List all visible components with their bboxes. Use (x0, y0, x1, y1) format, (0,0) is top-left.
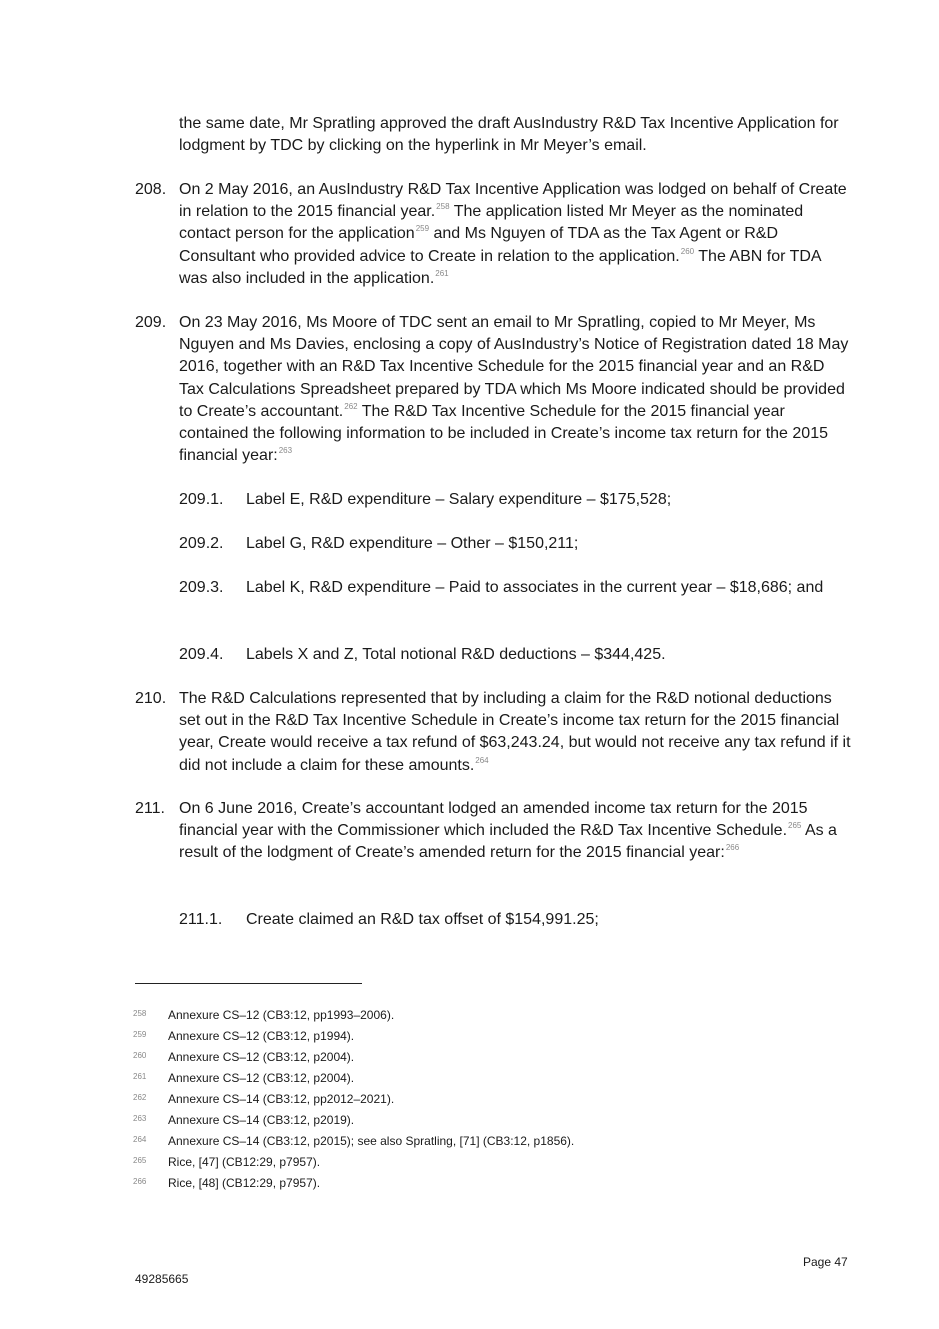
footnote-ref: 262 (344, 401, 358, 411)
footnote-text: Annexure CS–12 (CB3:12, p2004). (168, 1050, 355, 1064)
subparagraph-number: 209.4. (179, 646, 224, 663)
paragraph-body (179, 312, 851, 467)
paragraph-text: The R&D Tax Incentive Schedule for the 2015 financial year contained the following information to be included in Create’s income tax return for the 2015 financial year: (179, 402, 828, 465)
page-number: Page 47 (803, 1255, 848, 1269)
subparagraph-209-1 (179, 489, 851, 511)
paragraph-body (179, 179, 851, 290)
footnote-text: Annexure CS–12 (CB3:12, p2004). (168, 1071, 355, 1085)
paragraph-210 (135, 688, 851, 777)
footnote (133, 1176, 833, 1197)
footnote-text: Annexure CS–14 (CB3:12, p2015); see also Spratling, [71] (CB3:12, p1856). (168, 1134, 575, 1148)
paragraph-number: 209. (135, 314, 167, 331)
footnote-text: Annexure CS–12 (CB3:12, p1994). (168, 1029, 355, 1043)
continuation-paragraph (179, 113, 851, 157)
footnote-ref: 260 (680, 246, 695, 256)
paragraph-text: On 2 May 2016, an AusIndustry R&D Tax Incentive Application was lodged on behalf of Create in relation to the 2015 financial year. (179, 181, 847, 221)
footnote-number: 263 (133, 1114, 147, 1123)
paragraph-text: On 23 May 2016, Ms Moore of TDC sent an email to Mr Spratling, copied to Mr Meyer, Ms Nguyen and Ms Davies, enclosing a copy of AusIndustry’s Notice of Registration dated 18 May 2016, together with an R&D Tax Incentive Schedule for the 2015 financial year and an R&D Tax Calculations Spreadsheet prepared by TDA which Ms Moore indicated should be provided to Create’s accountant. (179, 314, 849, 420)
paragraph-text: As a result of the lodgment of Create’s amended return for the 2015 financial year: (179, 822, 837, 862)
subparagraph-209-2 (179, 533, 851, 555)
footnote-number: 261 (133, 1072, 147, 1081)
footnote-ref: 265 (788, 821, 802, 831)
footnote-text: Annexure CS–14 (CB3:12, pp2012–2021). (168, 1092, 395, 1106)
footnote-number: 266 (133, 1177, 147, 1186)
subparagraph-number: 209.3. (179, 579, 224, 596)
footnote (133, 1050, 833, 1071)
footnote (133, 1155, 833, 1176)
subparagraph-text: Label K, R&D expenditure – Paid to associates in the current year – $18,686; and (246, 579, 824, 596)
footnote (133, 1113, 833, 1134)
footnote (133, 1092, 833, 1113)
paragraph-number: 210. (135, 690, 167, 707)
footnote-ref: 261 (435, 268, 449, 278)
footnote-ref: 259 (415, 224, 430, 234)
paragraph-208 (135, 179, 851, 290)
footnote-number: 265 (133, 1156, 147, 1165)
footnote-number: 264 (133, 1135, 147, 1144)
paragraph-211 (135, 798, 851, 865)
paragraph-text: The application listed Mr Meyer as the nominated contact person for the application (179, 203, 804, 243)
paragraph-body (179, 688, 851, 777)
footnote-ref: 264 (475, 755, 489, 765)
footnote-text: Rice, [48] (CB12:29, p7957). (168, 1176, 321, 1190)
footnote (133, 1029, 833, 1050)
footnote-separator (135, 983, 362, 984)
subparagraph-number: 209.1. (179, 491, 224, 508)
subparagraph-text: Label G, R&D expenditure – Other – $150,211; (246, 535, 579, 552)
footnote-ref: 263 (278, 446, 293, 456)
subparagraph-number: 209.2. (179, 535, 224, 552)
paragraph-number: 208. (135, 181, 167, 198)
paragraph-text: The R&D Calculations represented that by including a claim for the R&D notional deductions set out in the R&D Tax Incentive Schedule in Create’s income tax return for the 2015 financial year, Create would receive a tax refund of $63,243.24, but would not receive any tax refund if it did not include a claim for these amounts. (179, 690, 851, 774)
paragraph-209 (135, 312, 851, 467)
paragraph-text: On 6 June 2016, Create’s accountant lodged an amended income tax return for the 2015 financial year with the Commissioner which included the R&D Tax Incentive Schedule. (179, 800, 808, 840)
footnote-ref: 266 (725, 843, 740, 853)
paragraph-body (179, 798, 851, 865)
paragraph-text: and Ms Nguyen of TDA as the Tax Agent or R&D Consultant who provided advice to Create in relation to the application. (179, 225, 778, 265)
footnote-text: Annexure CS–12 (CB3:12, pp1993–2006). (168, 1008, 395, 1022)
footnote (133, 1008, 833, 1029)
footnote (133, 1134, 833, 1155)
subparagraph-number: 211.1. (179, 911, 223, 928)
footnotes (133, 1008, 833, 1197)
subparagraph-text: Label E, R&D expenditure – Salary expenditure – $175,528; (246, 491, 672, 508)
subparagraph-text: Create claimed an R&D tax offset of $154,991.25; (246, 911, 599, 928)
document-id: 49285665 (135, 1272, 189, 1286)
footnote-text: Rice, [47] (CB12:29, p7957). (168, 1155, 321, 1169)
footnote-number: 259 (133, 1030, 147, 1039)
footnote-number: 260 (133, 1051, 147, 1060)
subparagraph-text: Labels X and Z, Total notional R&D deductions – $344,425. (246, 646, 666, 663)
paragraph-number: 211. (135, 800, 165, 817)
continuation-text: the same date, Mr Spratling approved the draft AusIndustry R&D Tax Incentive Application for lodgment by TDC by clicking on the hyperlink in Mr Meyer’s email. (179, 115, 839, 155)
footnote-ref: 258 (436, 202, 450, 212)
footnote (133, 1071, 833, 1092)
footnote-text: Annexure CS–14 (CB3:12, p2019). (168, 1113, 355, 1127)
paragraph-text: The ABN for TDA was also included in the application. (179, 247, 821, 287)
subparagraph-211-1 (179, 909, 851, 931)
footnote-number: 258 (133, 1009, 147, 1018)
footnote-number: 262 (133, 1093, 147, 1102)
subparagraph-209-3 (179, 577, 844, 599)
subparagraph-209-4 (179, 644, 851, 666)
